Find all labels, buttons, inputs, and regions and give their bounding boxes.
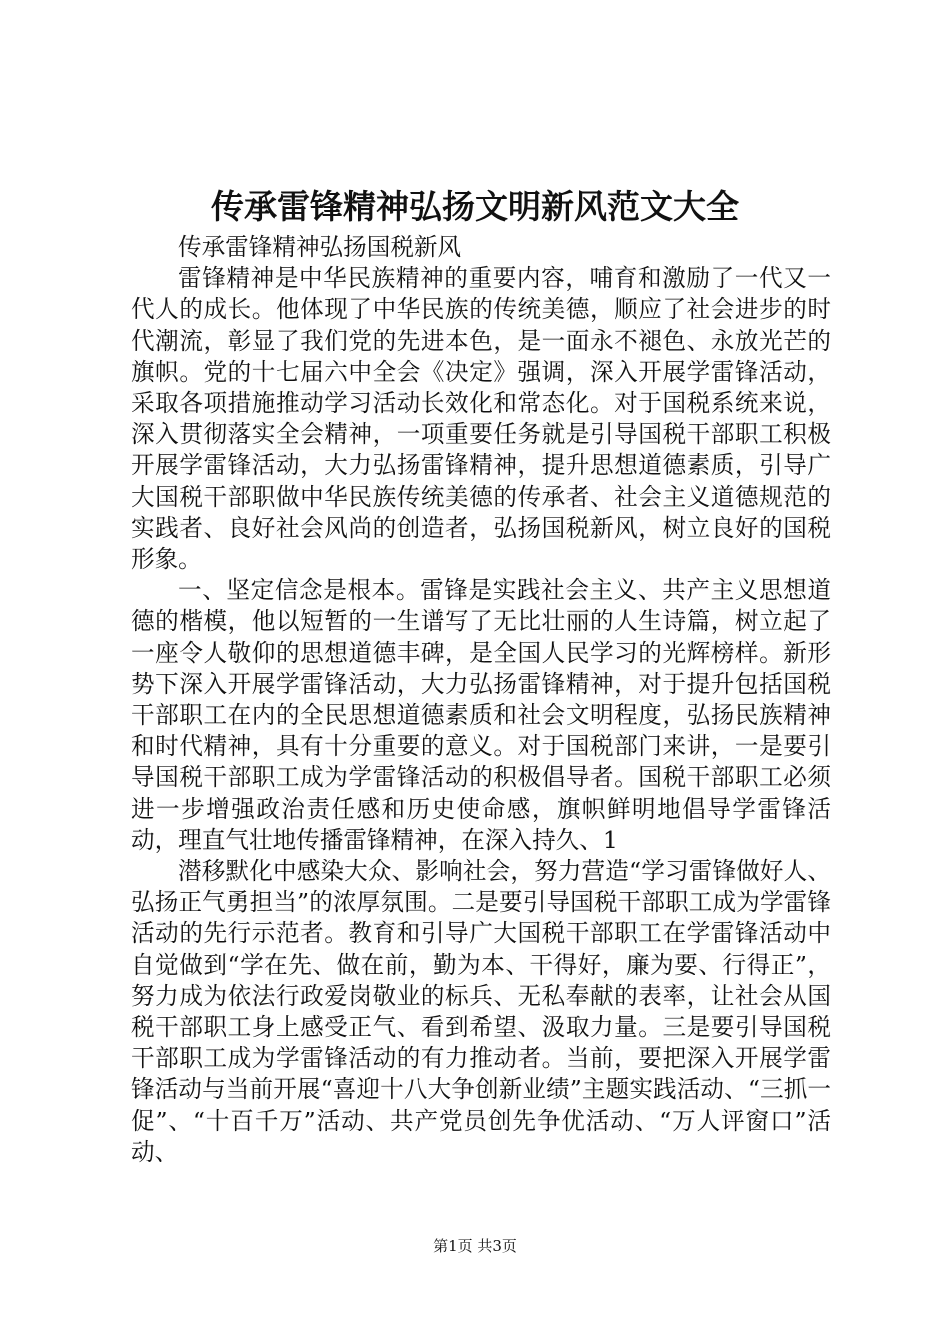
subtitle-paragraph: 传承雷锋精神弘扬国税新风	[178, 233, 462, 261]
body-paragraph: 一、坚定信念是根本。雷锋是实践社会主义、共产主义思想道德的楷模，他以短暂的一生谱写了无比壮丽的人生诗篇，树立起了一座令人敬仰的思想道德丰碑，是全国人民学习的光辉榜样。新形势下深入开展学雷锋活动，大力弘扬雷锋精神，对于提升包括国税干部职工在内的全民思想道德素质和社会文明程度，弘扬民族精神和时代精神，具有十分重要的意义。对于国税部门来讲，一是要引导国税干部职工成为学雷锋活动的积极倡导者。国税干部职工必须进一步增强政治责任感和历史使命感，旗帜鲜明地倡导学雷锋活动，理直气壮地传播雷锋精神，在深入持久、1	[131, 576, 831, 854]
document-title: 传承雷锋精神弘扬文明新风范文大全	[211, 187, 739, 226]
body-paragraph: 潜移默化中感染大众、影响社会，努力营造“学习雷锋做好人、弘扬正气勇担当”的浓厚氛围。二是要引导国税干部职工成为学雷锋活动的先行示范者。教育和引导广大国税干部职工在学雷锋活动中自觉做到“学在先、做在前，勤为本、干得好，廉为要、行得正”，努力成为依法行政爱岗敬业的标兵、无私奉献的表率，让社会从国税干部职工身上感受正气、看到希望、汲取力量。三是要引导国税干部职工成为学雷锋活动的有力推动者。当前，要把深入开展学雷锋活动与当前开展“喜迎十八大争创新业绩”主题实践活动、“三抓一促”、“十百千万”活动、共产党员创先争优活动、“万人评窗口”活动、	[131, 857, 831, 1166]
document-body	[131, 232, 831, 1168]
page-footer: 第1页 共3页	[433, 1237, 517, 1255]
body-paragraph: 雷锋精神是中华民族精神的重要内容，哺育和激励了一代又一代人的成长。他体现了中华民族的传统美德，顺应了社会进步的时代潮流，彰显了我们党的先进本色，是一面永不褪色、永放光芒的旗帜。党的十七届六中全会《决定》强调，深入开展学雷锋活动，采取各项措施推动学习活动长效化和常态化。对于国税系统来说，深入贯彻落实全会精神，一项重要任务就是引导国税干部职工积极开展学雷锋活动，大力弘扬雷锋精神，提升思想道德素质，引导广大国税干部职做中华民族传统美德的传承者、社会主义道德规范的实践者、良好社会风尚的创造者，弘扬国税新风，树立良好的国税形象。	[131, 264, 831, 574]
